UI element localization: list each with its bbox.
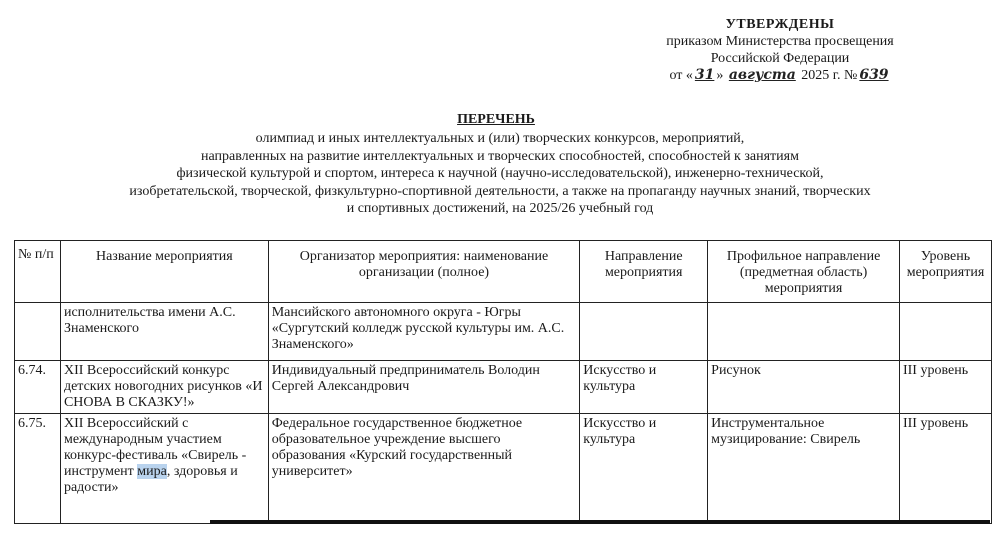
subtitle-line: изобретательской, творческой, физкультурно-спортивной деятельности, а также на пропаганду научных знаний, творческих: [129, 183, 871, 199]
cell-direction: [580, 303, 708, 361]
name-text: , здоровья и радости»: [63, 464, 238, 495]
selected-text[interactable]: мира: [137, 464, 167, 479]
cell-profile: [708, 303, 900, 361]
header-profile: Профильное направление (предметная область) мероприятия: [708, 241, 900, 303]
header-name: Название мероприятия: [60, 241, 268, 303]
date-mid: »: [716, 68, 724, 83]
subtitle-line: физической культурой и спортом, интереса к научной (научно-исследовательской), инженерно-технической,: [176, 166, 824, 181]
name-text: XII Всероссийский с международным участием конкурс-фестиваль «Свирель - инструмент: [63, 416, 247, 479]
document-subtitle: [60, 130, 940, 218]
cell-level: III уровень: [899, 361, 991, 414]
cell-direction: Искусство и культура: [580, 361, 708, 414]
date-day: 31: [694, 67, 715, 83]
cell-num: 6.75.: [15, 414, 61, 524]
approval-date-line: [600, 67, 960, 84]
cell-level: [899, 303, 991, 361]
scan-edge-line: [210, 520, 990, 524]
cell-organizer: Мансийского автономного округа - Югры «Сургутский колледж русской культуры им. А.С. Знаменского»: [268, 303, 580, 361]
date-prefix: от «: [669, 68, 693, 83]
cell-profile: Рисунок: [708, 361, 900, 414]
table-row: [15, 414, 992, 524]
cell-profile: Инструментальное музицирование: Свирель: [708, 414, 900, 524]
header-direction: Направление мероприятия: [580, 241, 708, 303]
approval-line-1: приказом Министерства просвещения: [666, 34, 894, 49]
events-table: [14, 240, 992, 524]
subtitle-line: направленных на развитие интеллектуальных и творческих способностей, способностей к занятиям: [201, 148, 799, 164]
subtitle-line: и спортивных достижений, на 2025/26 учебный год: [346, 201, 654, 216]
cell-organizer: Индивидуальный предприниматель Володин Сергей Александрович: [268, 361, 580, 414]
table-row: [15, 303, 992, 361]
cell-name: [60, 414, 268, 524]
subtitle-line: олимпиад и иных интеллектуальных и (или) творческих конкурсов, мероприятий,: [255, 131, 745, 146]
approval-block: [600, 16, 960, 84]
header-organizer: Организатор мероприятия: наименование организации (полное): [268, 241, 580, 303]
cell-name: XII Всероссийский конкурс детских новогодних рисунков «И СНОВА В СКАЗКУ!»: [60, 361, 268, 414]
cell-direction: Искусство и культура: [580, 414, 708, 524]
cell-organizer: Федеральное государственное бюджетное образовательное учреждение высшего образования «Курский государственный университет»: [268, 414, 580, 524]
header-num: № п/п: [15, 241, 61, 303]
cell-level: III уровень: [899, 414, 991, 524]
header-level: Уровень мероприятия: [899, 241, 991, 303]
date-month: августа: [728, 67, 796, 83]
cell-name: исполнительства имени А.С. Знаменского: [60, 303, 268, 361]
order-number: 639: [859, 67, 889, 83]
document-title: ПЕРЕЧЕНЬ: [457, 112, 535, 127]
approval-heading: УТВЕРЖДЕНЫ: [725, 17, 835, 32]
table-header-row: [15, 241, 992, 303]
date-year: 2025 г. №: [801, 68, 858, 83]
cell-num: [15, 303, 61, 361]
table-row: [15, 361, 992, 414]
cell-num: 6.74.: [15, 361, 61, 414]
approval-line-2: Российской Федерации: [710, 51, 850, 66]
